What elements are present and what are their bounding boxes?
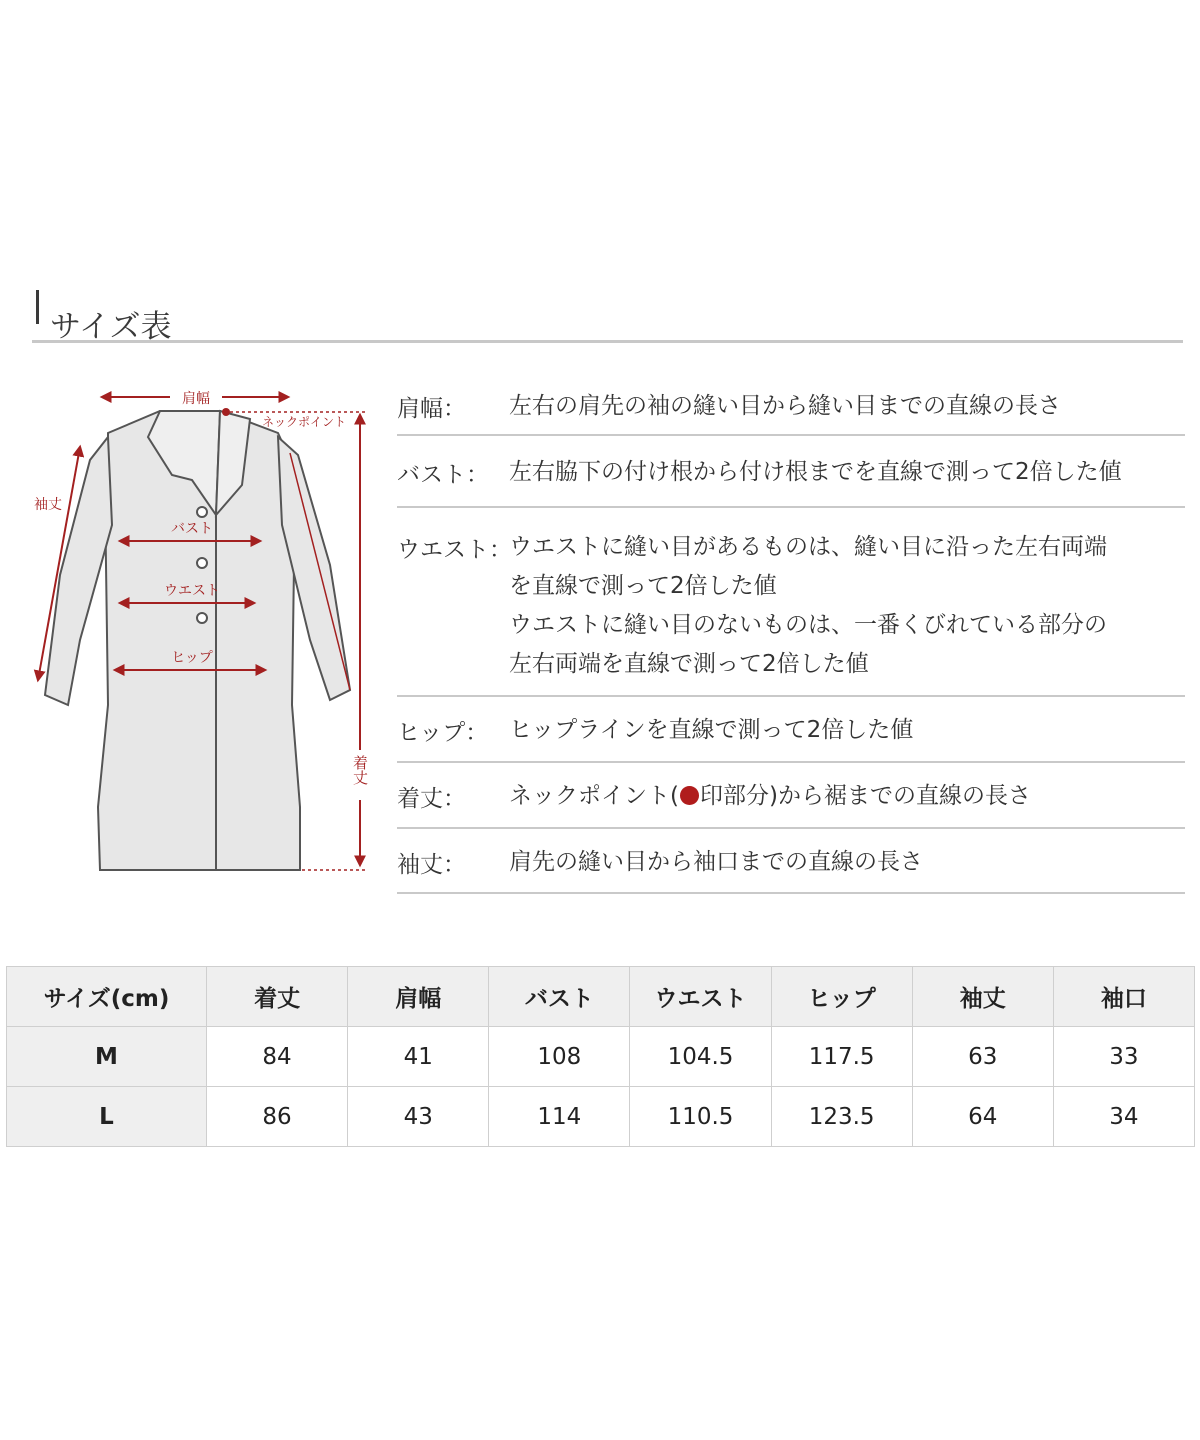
- definition-text-part: 印部分)から裾までの直線の長さ: [699, 783, 1031, 809]
- coat-illustration: [20, 375, 390, 895]
- table-cell: 108: [489, 1027, 630, 1087]
- definition-text: 左右両端を直線で測って2倍した値: [509, 651, 869, 677]
- definitions-list: [397, 378, 1185, 894]
- size-table-header-row: [7, 967, 1195, 1027]
- definition-text: ウエストに縫い目があるものは、縫い目に沿った左右両端: [509, 534, 1107, 560]
- definition-term: 着丈：: [397, 786, 466, 812]
- definition-text-part: ネックポイント(: [509, 783, 679, 809]
- definition-text: ウエストに縫い目のないものは、一番くびれている部分の: [509, 612, 1107, 638]
- size-table-header: ウエスト: [630, 967, 771, 1027]
- definition-text: 左右の肩先の袖の縫い目から縫い目までの直線の長さ: [509, 393, 1061, 419]
- table-cell: 110.5: [630, 1087, 771, 1147]
- size-table-header: ヒップ: [771, 967, 912, 1027]
- table-cell: 34: [1053, 1087, 1194, 1147]
- definition-text: 左右脇下の付け根から付け根までを直線で測って2倍した値: [509, 459, 1122, 485]
- length-label: 着丈: [351, 755, 369, 785]
- bust-label: バスト: [171, 521, 213, 537]
- coat-button: [197, 558, 207, 568]
- size-table-header: サイズ(cm): [7, 967, 207, 1027]
- table-cell: 84: [207, 1027, 348, 1087]
- size-table-header: 袖口: [1053, 967, 1194, 1027]
- waist-label: ウエスト: [164, 583, 220, 599]
- title-accent-bar: [36, 290, 39, 324]
- size-table-header: 袖丈: [912, 967, 1053, 1027]
- size-table-header: バスト: [489, 967, 630, 1027]
- sleeve-label: 袖丈: [34, 497, 62, 513]
- table-cell: 43: [348, 1087, 489, 1147]
- definition-row: [397, 378, 1185, 436]
- neck-point-dot: [222, 408, 230, 416]
- table-cell: 33: [1053, 1027, 1194, 1087]
- red-dot-icon: [680, 786, 699, 805]
- definition-text: を直線で測って2倍した値: [509, 573, 777, 599]
- coat-diagram: [20, 375, 390, 895]
- section-header: [32, 286, 1183, 343]
- coat-button: [197, 507, 207, 517]
- shoulder-label: 肩幅: [182, 391, 210, 407]
- table-cell: 63: [912, 1027, 1053, 1087]
- hip-label: ヒップ: [171, 650, 213, 666]
- page-title: サイズ表: [50, 308, 172, 345]
- table-cell: 104.5: [630, 1027, 771, 1087]
- coat-left-sleeve: [45, 437, 112, 705]
- definition-row: [397, 697, 1185, 763]
- definition-term: 袖丈：: [397, 852, 466, 878]
- size-table: [6, 966, 1195, 1147]
- definition-row: [397, 508, 1185, 697]
- coat-button: [197, 613, 207, 623]
- definition-term: ヒップ：: [397, 720, 489, 746]
- table-row: [7, 1027, 1195, 1087]
- definition-term: バスト：: [397, 462, 489, 488]
- size-label-cell: L: [7, 1087, 207, 1147]
- size-table-header: 肩幅: [348, 967, 489, 1027]
- definition-row: [397, 436, 1185, 508]
- definition-text: [509, 777, 1031, 816]
- table-cell: 41: [348, 1027, 489, 1087]
- table-cell: 64: [912, 1087, 1053, 1147]
- definition-term: ウエスト：: [397, 537, 512, 563]
- definition-row: [397, 763, 1185, 829]
- definition-row: [397, 829, 1185, 894]
- table-cell: 86: [207, 1087, 348, 1147]
- table-cell: 117.5: [771, 1027, 912, 1087]
- table-cell: 123.5: [771, 1087, 912, 1147]
- size-label-cell: M: [7, 1027, 207, 1087]
- definition-term: 肩幅：: [397, 396, 466, 422]
- size-table-header: 着丈: [207, 967, 348, 1027]
- definition-text: 肩先の縫い目から袖口までの直線の長さ: [509, 849, 923, 875]
- neck-point-label: ネックポイント: [262, 415, 347, 429]
- definition-text: ヒップラインを直線で測って2倍した値: [509, 717, 914, 743]
- table-cell: 114: [489, 1087, 630, 1147]
- table-row: [7, 1087, 1195, 1147]
